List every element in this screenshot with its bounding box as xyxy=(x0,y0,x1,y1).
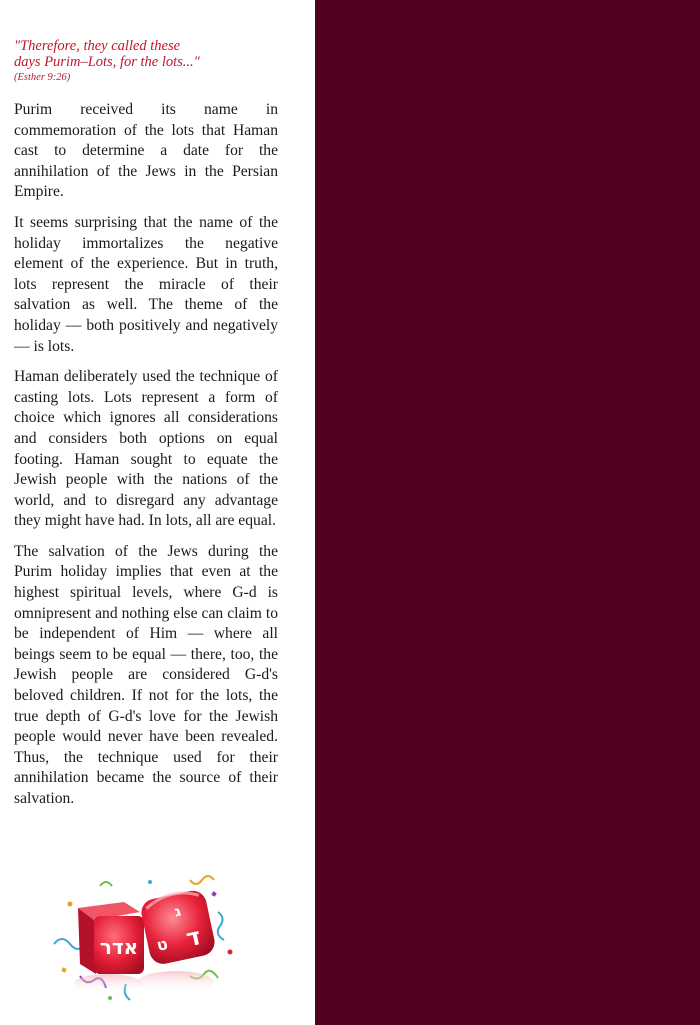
paragraph-3: Haman deliberately used the technique of casting lots. Lots represent a form of choice which ignores all considerations and considers both options on equal footing. Haman sought to equate the Jewish people with the nations of the world, and to disregard any advantage they might have had. In lots, all are equal. xyxy=(14,368,278,530)
quote-line-2: days Purim–Lots, for the lots..." xyxy=(14,54,200,70)
quote-source: (Esther 9:26) xyxy=(14,72,71,83)
scripture-quote xyxy=(14,38,284,85)
paragraph-2: It seems surprising that the name of the holiday immortalizes the negative element of the experience. But in truth, lots represent the miracle of their salvation as well. The theme of the holiday — both positively and negatively — is lots. xyxy=(14,213,278,355)
svg-text:אדר: אדר xyxy=(99,935,139,959)
right-die xyxy=(139,888,217,967)
quote-line-1: "Therefore, they called these xyxy=(14,38,181,54)
paragraph-4: The salvation of the Jews during the Purim holiday implies that even at the highest spiritual levels, where G-d is omnipresent and nothing else can claim to be independent of Him — where all beings seem to be equal — there, too, the Jewish people are considered G-d's beloved children. If not for the lots, the true depth of G-d's love for the Jewish people would never have been revealed. Thus, the technique used for their annihilation became the source of their salvation. xyxy=(14,542,278,807)
maroon-panel xyxy=(315,0,700,1025)
svg-text:ג: ג xyxy=(173,903,183,921)
text-column xyxy=(0,0,315,1025)
left-die xyxy=(78,902,144,974)
purim-dice-icon xyxy=(40,872,250,1012)
paragraph-1: Purim received its name in commemoration of the lots that Haman cast to determine a date for the annihilation of the Jews in the Persian Empire. xyxy=(14,101,278,201)
article-body xyxy=(14,100,278,820)
svg-text:ט: ט xyxy=(154,934,170,955)
svg-text:ד: ד xyxy=(183,922,204,953)
